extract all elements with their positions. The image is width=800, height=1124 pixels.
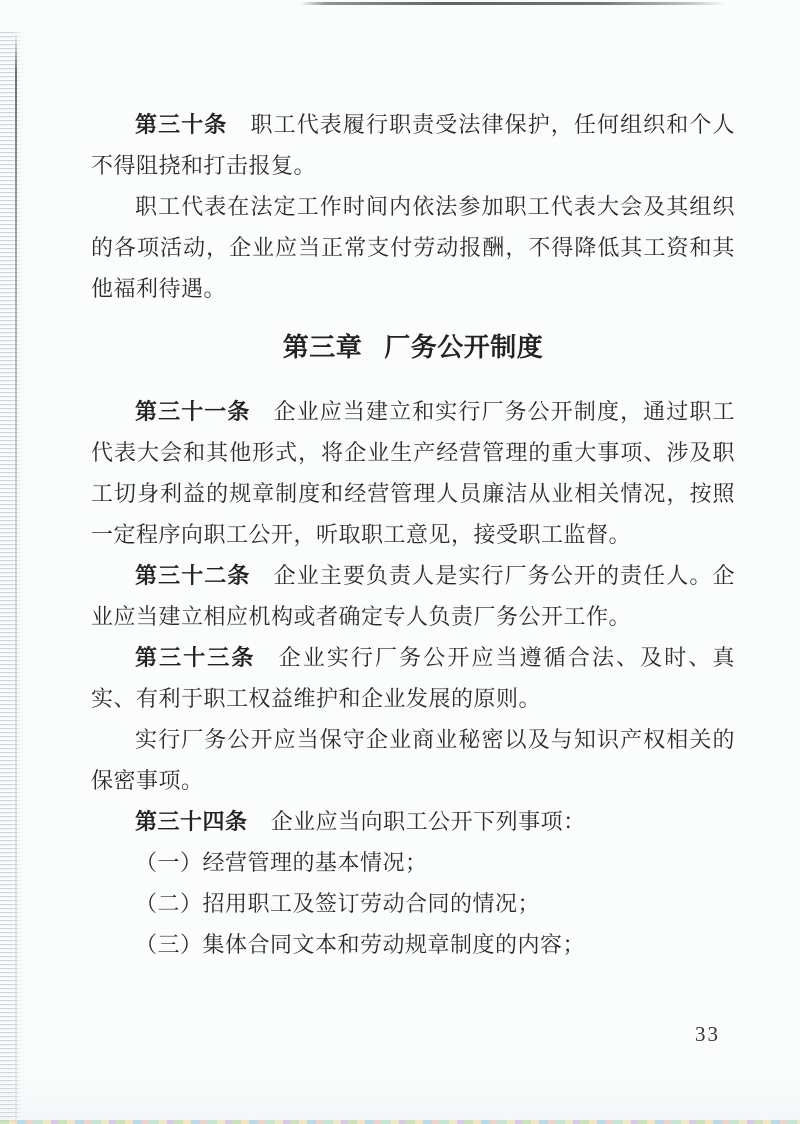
scan-bottom-shade: [0, 1062, 800, 1120]
scan-binding-edge-artifact: [0, 32, 27, 1124]
article-32-paragraph: [91, 555, 735, 637]
scan-top-edge-artifact: [300, 2, 725, 5]
article-33-second-paragraph: 实行厂务公开应当保守企业商业秘密以及与知识产权相关的保密事项。: [91, 727, 735, 793]
article-31-paragraph: [91, 391, 735, 555]
chapter-3-heading: [91, 330, 735, 366]
scan-bottom-noise-artifact: [0, 1120, 800, 1124]
chapter-3-number: 第三章: [282, 333, 363, 362]
article-30-second-paragraph: 职工代表在法定工作时间内依法参加职工代表大会及其组织的各项活动，企业应当正常支付劳动报酬，不得降低其工资和其他福利待遇。: [91, 194, 735, 301]
article-30-number: 第三十条: [135, 112, 228, 137]
article-34-paragraph: [91, 801, 735, 842]
article-34-text: 企业应当向职工公开下列事项：: [270, 809, 586, 834]
article-33-number: 第三十三条: [135, 645, 256, 670]
article-34-list-item-1: （一）经营管理的基本情况；: [135, 850, 428, 875]
article-33-paragraph: [91, 637, 735, 719]
article-31-number: 第三十一条: [135, 399, 251, 424]
article-31-text: 企业应当建立和实行厂务公开制度，通过职工代表大会和其他形式，将企业生产经营管理的重大事项、涉及职工切身利益的规章制度和经营管理人员廉洁从业相关情况，按照一定程序向职工公开，听取职工意见，接受职工监督。: [91, 399, 735, 547]
article-33-text: 企业实行厂务公开应当遵循合法、及时、真实、有利于职工权益维护和企业发展的原则。: [91, 645, 735, 711]
article-32-number: 第三十二条: [135, 563, 251, 588]
article-34-list-item-2: （二）招用职工及签订劳动合同的情况；: [135, 891, 541, 916]
article-32-text: 企业主要负责人是实行厂务公开的责任人。企业应当建立相应机构或者确定专人负责厂务公开工作。: [91, 563, 735, 629]
article-34-number: 第三十四条: [135, 809, 248, 834]
article-30-paragraph: [91, 104, 735, 186]
article-34-list-item-3: （三）集体合同文本和劳动规章制度的内容；: [135, 932, 586, 957]
page-number: 33: [695, 1022, 720, 1046]
chapter-3-title: 厂务公开制度: [384, 333, 544, 362]
document-text-block: [91, 104, 735, 965]
article-30-text: 职工代表履行职责受法律保护，任何组织和个人不得阻挠和打击报复。: [91, 112, 735, 178]
